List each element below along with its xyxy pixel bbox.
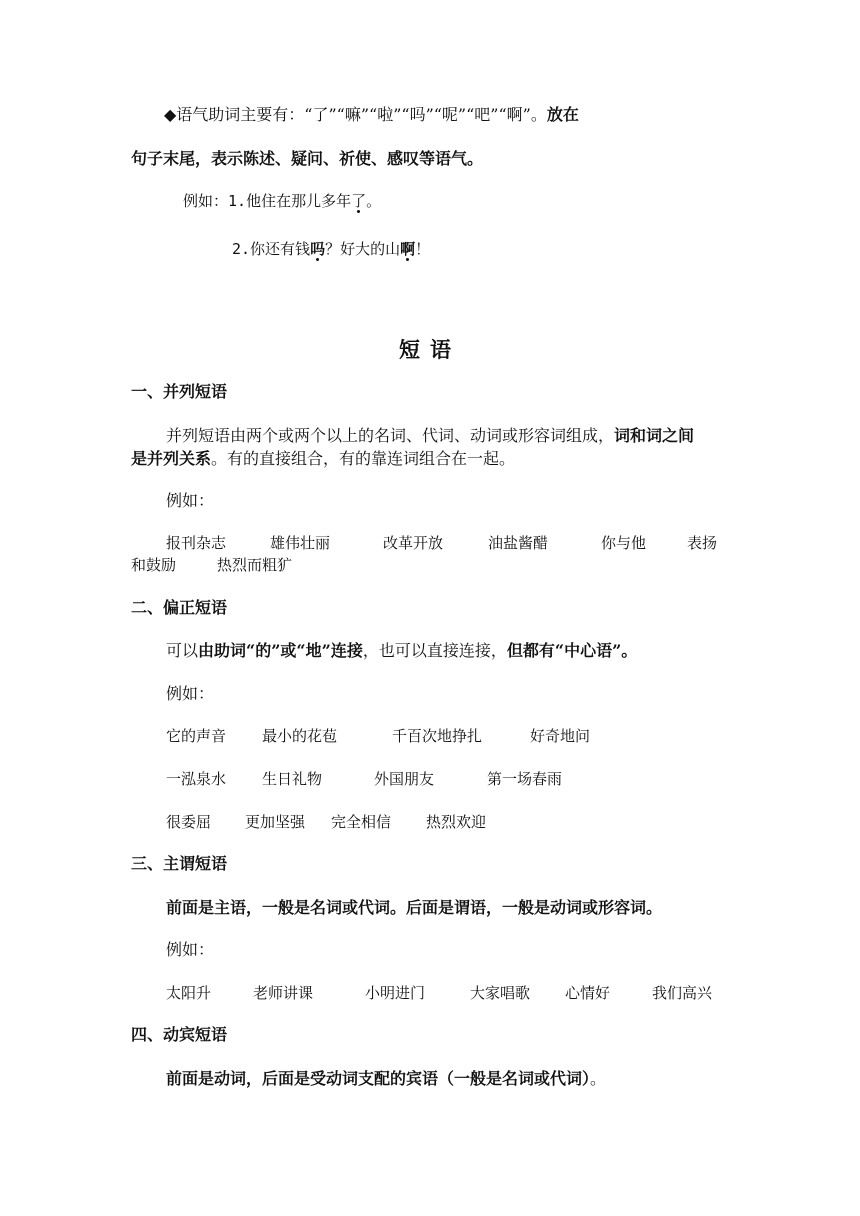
intro-particles-text: ◆语气助词主要有：“了”“嘛”“啦”“吗”“呢”“吧”“啊”。 (164, 105, 547, 124)
example-2-text: 2.你还有钱 (232, 240, 311, 258)
example-phrase: 我们高兴 (652, 984, 713, 1002)
example-phrase: 雄伟壮丽 (270, 534, 331, 552)
section-1-desc-normal: 并列短语由两个或两个以上的名词、代词、动词或形容词组成， (166, 426, 615, 445)
intro-line-1 (164, 104, 579, 126)
section-2-examples-row-1 (166, 725, 590, 747)
example-phrase: 外国朋友 (374, 770, 435, 788)
section-3-examples-row-1 (166, 982, 712, 1004)
intro-line-2: 句子末尾，表示陈述、疑问、祈使、感叹等语气。 (131, 149, 484, 168)
example-phrase: 最小的花苞 (262, 727, 338, 745)
example-phrase: 更加坚强 (245, 813, 306, 831)
section-4-heading: 四、动宾短语 (131, 1025, 228, 1044)
example-phrase: 老师讲课 (253, 984, 314, 1002)
section-3-heading: 三、主谓短语 (131, 854, 228, 873)
section-1-example-label: 例如： (166, 491, 215, 510)
section-1-desc2-normal: 。有的直接组合，有的靠连词组合在一起。 (211, 449, 516, 468)
emphasis-dot-char: 吗 (310, 240, 326, 258)
section-2-desc-c: ，也可以直接连接， (362, 641, 507, 660)
example-phrase: 小明进门 (365, 984, 426, 1002)
example-phrase: 完全相信 (331, 813, 392, 831)
example-phrase: 太阳升 (166, 984, 212, 1002)
section-2-desc-b: 由助词“的”或“地”连接 (198, 641, 363, 660)
section-4-desc-bold: 前面是动词，后面是受动词支配的宾语（一般是名词或代词） (166, 1069, 591, 1088)
section-2-examples-row-3 (166, 811, 486, 833)
example-phrase: 生日礼物 (262, 770, 323, 788)
section-2-desc (166, 640, 637, 662)
section-1-heading: 一、并列短语 (131, 382, 228, 401)
example-phrase: 一泓泉水 (166, 770, 227, 788)
example-phrase: 千百次地挣扎 (392, 727, 483, 745)
example-phrase: 大家唱歌 (470, 984, 531, 1002)
example-phrase: 热烈欢迎 (426, 813, 487, 831)
example-phrase: 心情好 (565, 984, 611, 1002)
section-2-heading: 二、偏正短语 (131, 598, 228, 617)
example-1-end: 。 (366, 192, 382, 210)
section-3-desc: 前面是主语，一般是名词或代词。后面是谓语，一般是动词或形容词。 (166, 898, 663, 917)
example-phrase: 第一场春雨 (487, 770, 563, 788)
section-4-desc-end: 。 (590, 1069, 607, 1088)
example-2-end: ！ (415, 240, 431, 258)
section-2-desc-d: 但都有“中心语”。 (506, 641, 638, 660)
section-3-example-label: 例如： (166, 940, 215, 959)
page-title: 短语 (399, 337, 461, 362)
section-4-desc (166, 1068, 606, 1090)
example-phrase: 改革开放 (383, 534, 444, 552)
example-phrase: 它的声音 (166, 727, 227, 745)
section-1-desc2-bold: 是并列关系 (131, 449, 212, 468)
example-1-text: 1.他住在那儿多年 (228, 192, 352, 210)
example-phrase: 热烈而粗犷 (217, 556, 293, 574)
emphasis-dot-char: 了 (351, 192, 367, 210)
section-1-desc-bold: 词和词之间 (614, 426, 695, 445)
example-prefix: 例如： (183, 192, 229, 210)
example-phrase: 很委屈 (166, 813, 212, 831)
example-phrase: 油盐酱醋 (488, 534, 549, 552)
example-phrase: 报刊杂志 (166, 534, 227, 552)
section-1-examples-row-1 (166, 532, 717, 554)
section-1-desc-line-2 (131, 448, 515, 470)
example-2-mid: ？好大的山 (325, 240, 401, 258)
example-phrase: 你与他 (601, 534, 647, 552)
intro-example-1 (183, 190, 381, 212)
section-2-examples-row-2 (166, 768, 562, 790)
section-2-example-label: 例如： (166, 684, 215, 703)
section-1-examples-row-2 (131, 554, 292, 576)
emphasis-dot-char: 啊 (400, 240, 416, 258)
section-1-desc-line-1 (166, 425, 694, 447)
intro-example-2 (232, 238, 430, 260)
example-phrase: 和鼓励 (131, 556, 177, 574)
intro-bold-text: 放在 (546, 105, 579, 124)
section-2-desc-a: 可以 (166, 641, 199, 660)
example-phrase: 表扬 (687, 534, 718, 552)
example-phrase: 好奇地问 (530, 727, 591, 745)
